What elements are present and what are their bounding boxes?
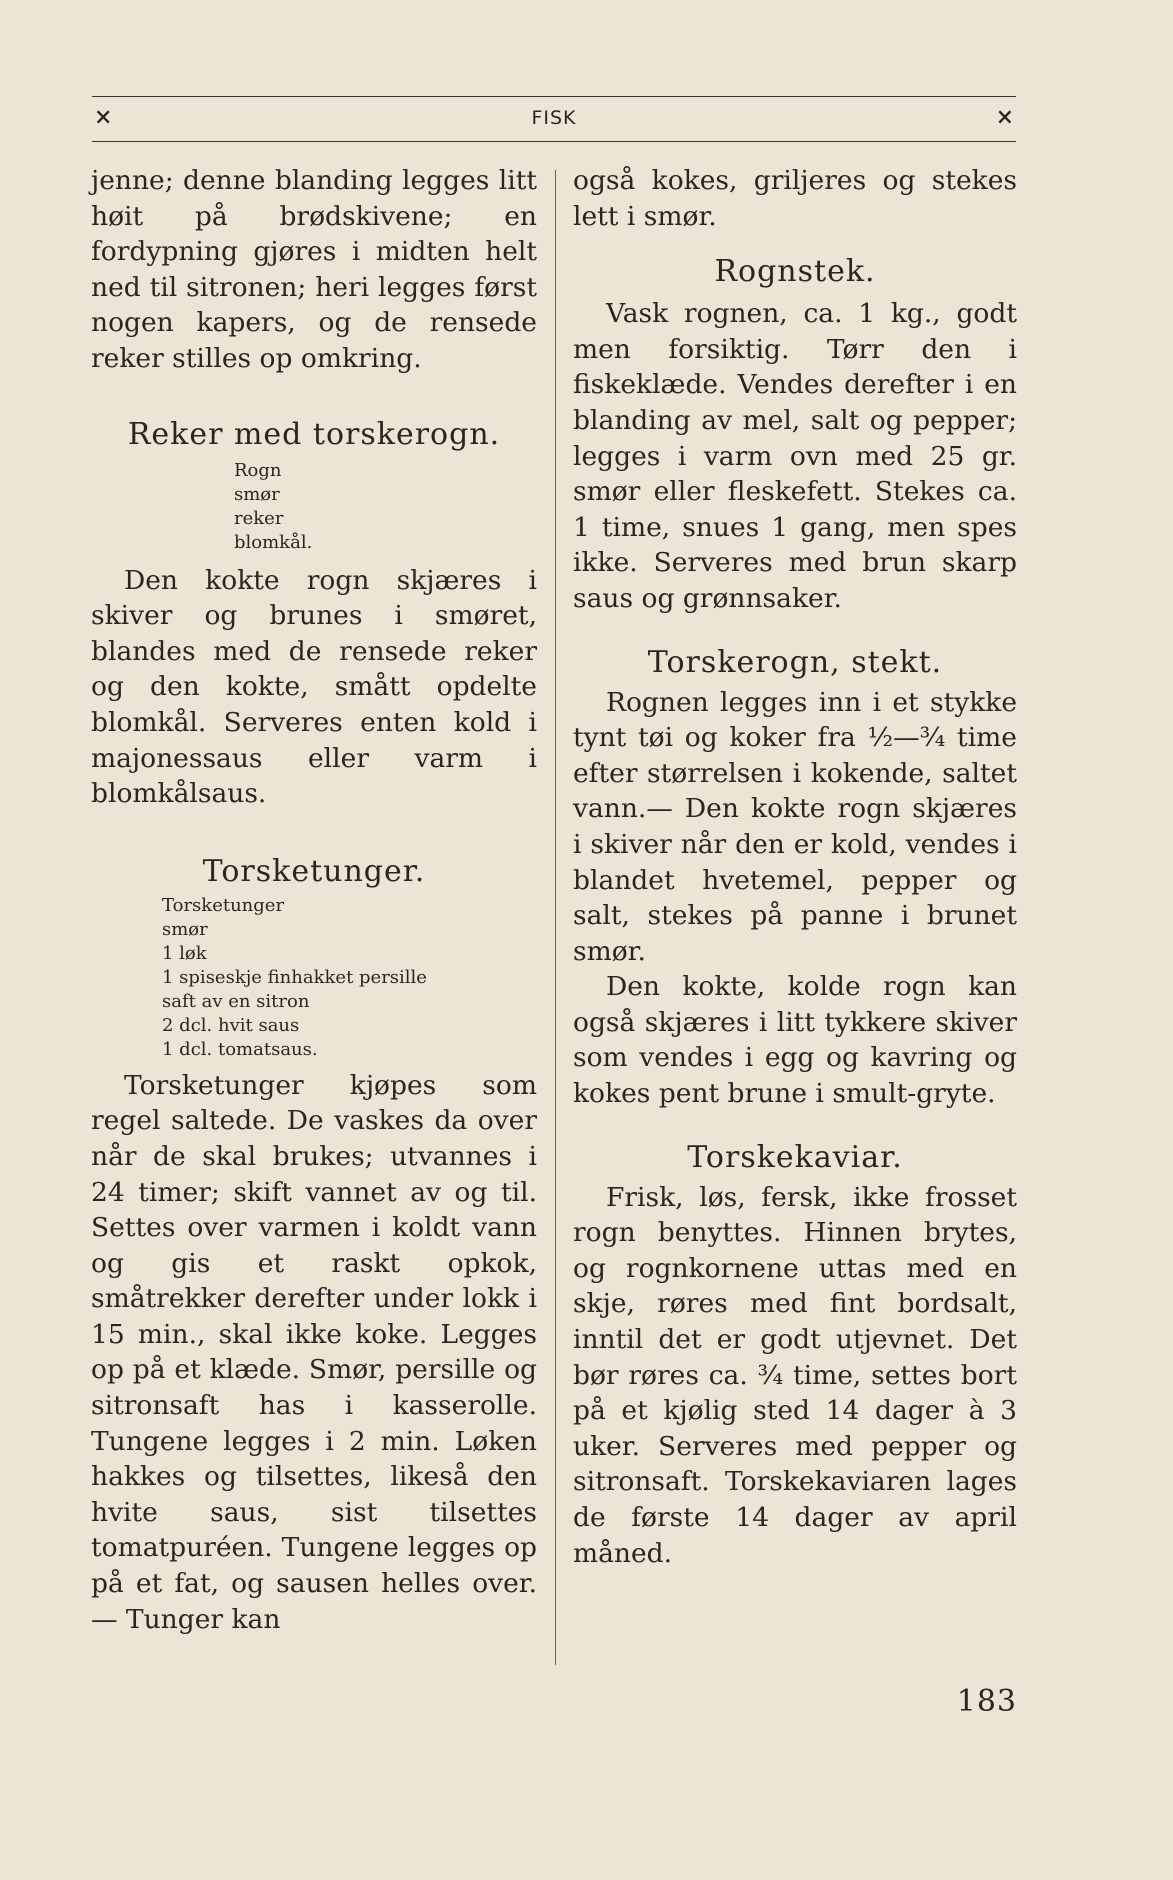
right-column — [573, 163, 1017, 1571]
ingredients-reker — [234, 459, 537, 555]
continued-paragraph: også kokes, griljeres og stekes lett i smør. — [573, 165, 1017, 232]
recipe-body-reker: Den kokte rogn skjæres i skiver og brunes i smøret, blandes med de rensede reker og den kokte, smått opdelte blomkål. Serveres enten kold i majonessaus eller varm i blomkålsaus. — [91, 564, 537, 810]
ingredient-item: blomkål. — [234, 531, 313, 553]
ingredient-item: smør — [162, 918, 208, 940]
column-divider — [555, 170, 556, 1665]
left-column — [91, 163, 537, 1637]
recipe-body-rognstek: Vask rognen, ca. 1 kg., godt men forsiktig. Tørr den i fiskeklæde. Vendes derefter i en blanding av mel, salt og pepper; legges i varm ovn med 25 gr. smør eller fleskefett. Stekes ca. 1 time, snues 1 gang, men spes ikke. Serveres med brun skarp saus og grønnsaker. — [573, 298, 1017, 614]
ingredient-item: saft av en sitron — [162, 990, 310, 1012]
intro-paragraph: jenne; denne blanding legges litt høit på brødskivene; en fordypning gjøres i midten helt ned til sitronen; heri legges først nogen kapers, og de rensede reker stilles op omkring. — [91, 165, 537, 374]
recipe-body-torskerogn-stekt-2: Den kokte, kolde rogn kan også skjæres i litt tykkere skiver som vendes i egg og kavring og kokes pent brune i smult-gryte. — [573, 971, 1017, 1110]
recipe-body-torskekaviar: Frisk, løs, fersk, ikke frosset rogn benyttes. Hinnen brytes, og rognkornene uttas med en skje, røres med fint bordsalt, inntil det er godt utjevnet. Det bør røres ca. ¾ time, settes bort på et kjølig sted 14 dager à 3 uker. Serveres med pepper og sitronsaft. Torskekaviaren lages de første 14 dager av april måned. — [573, 1181, 1017, 1569]
ingredients-torsketunger — [162, 894, 537, 1062]
recipe-title-torsketunger: Torsketunger. — [202, 853, 426, 889]
recipe-title-reker: Reker med torskerogn. — [127, 416, 501, 452]
page-number: 183 — [956, 1684, 1017, 1719]
ingredient-item: 1 spiseskje finhakket persille — [162, 966, 427, 988]
recipe-title-torskerogn-stekt: Torskerogn, stekt. — [647, 644, 943, 680]
header-ornament-right: × — [995, 104, 1014, 130]
ingredient-item: smør — [234, 483, 280, 505]
ingredient-item: reker — [234, 507, 284, 529]
recipe-title-rognstek: Rognstek. — [714, 254, 876, 290]
running-header — [92, 96, 1016, 142]
recipe-title-torskekaviar: Torskekaviar. — [687, 1139, 903, 1175]
header-title: FISK — [531, 107, 577, 129]
ingredient-item: Torsketunger — [162, 894, 285, 916]
header-ornament-left: × — [94, 104, 113, 130]
ingredient-item: 1 dcl. tomatsaus. — [162, 1038, 318, 1060]
recipe-body-torsketunger: Torsketunger kjøpes som regel saltede. De vaskes da over når de skal brukes; utvannes i 24 timer; skift vannet av og til. Settes over varmen i koldt vann og gis et raskt opkok, småtrekker derefter under lokk i 15 min., skal ikke koke. Legges op på et klæde. Smør, persille og sitronsaft has i kasserolle. Tungene legges i 2 min. Løken hakkes og tilsettes, likeså den hvite saus, sist tilsettes tomatpuréen. Tungene legges op på et fat, og sausen helles over. — Tunger kan — [91, 1069, 537, 1635]
recipe-body-torskerogn-stekt-1: Rognen legges inn i et stykke tynt tøi og koker fra ½—¾ time efter størrelsen i kokende, saltet vann.— Den kokte rogn skjæres i skiver når den er kold, vendes i blandet hvetemel, pepper og salt, stekes på panne i brunet smør. — [573, 686, 1017, 967]
ingredient-item: 1 løk — [162, 942, 207, 964]
ingredient-item: 2 dcl. hvit saus — [162, 1014, 300, 1036]
ingredient-item: Rogn — [234, 459, 282, 481]
